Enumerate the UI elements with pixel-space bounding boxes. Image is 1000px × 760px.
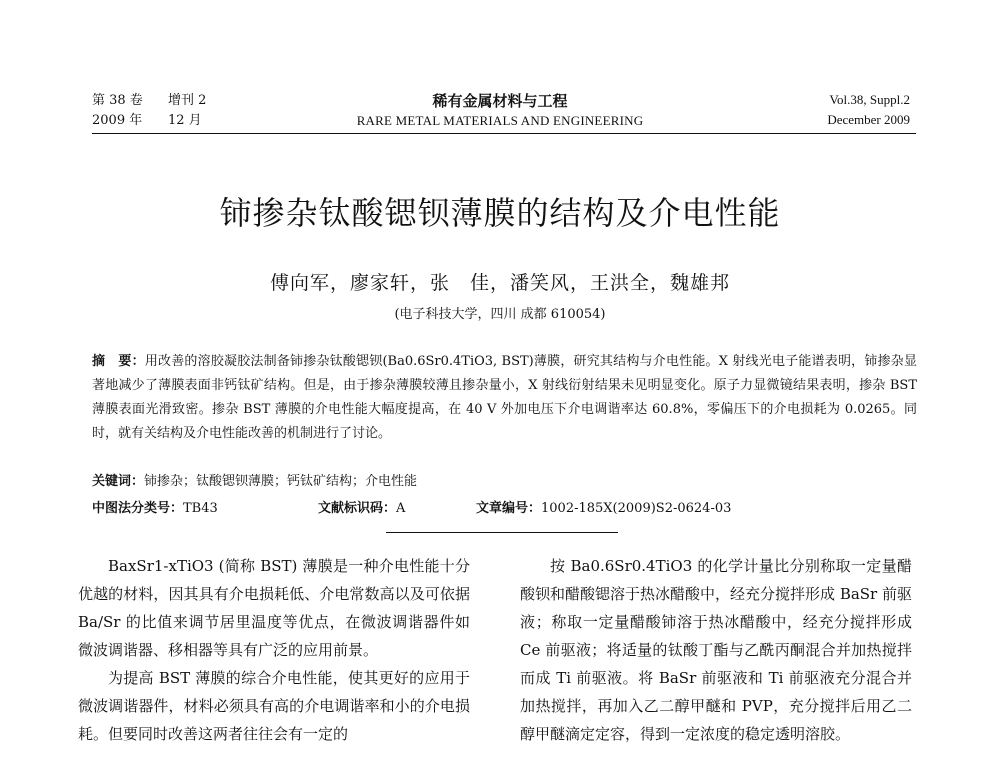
journal-title-cn: 稀有金属材料与工程 xyxy=(432,92,568,110)
section-divider xyxy=(386,532,618,533)
body-column-left xyxy=(78,552,470,748)
abstract-label: 摘 要： xyxy=(92,354,145,369)
clc-value: TB43 xyxy=(183,501,218,516)
abstract-text: 用改善的溶胶凝胶法制备铈掺杂钛酸锶钡(Ba0.6Sr0.4TiO3, BST)薄膜，研究其结构与介电性能。X 射线光电子能谱表明，铈掺杂显著地减少了薄膜表面非钙钛矿结构。但是，由于掺杂薄膜较薄且掺杂量小，X 射线衍射结果未见明显变化。原子力显微镜结果表明，掺杂 BST 薄膜表面光滑致密。掺杂 BST 薄膜的介电性能大幅度提高，在 40 V 外加电压下介电调谐率达 60.8%，零偏压下的介电损耗为 0.0265。同时，就有关结构及介电性能改善的机制进行了讨论。 xyxy=(92,354,917,441)
keywords-label: 关键词： xyxy=(92,474,145,489)
affiliation: (电子科技大学，四川 成都 610054) xyxy=(394,307,606,322)
body-paragraph: BaxSr1-xTiO3 (简称 BST) 薄膜是一种介电性能十分优越的材料，因其具有介电损耗低、介电常数高以及可依据 Ba/Sr 的比值来调节居里温度等优点，在微波调谐器件如微波调谐器、移相器等具有广泛的应用前景。 xyxy=(78,557,470,659)
abstract xyxy=(92,350,917,446)
volume-label: 第 38 卷 xyxy=(92,93,143,108)
month-label: 12 月 xyxy=(168,113,202,128)
volume-en: Vol.38, Suppl.2 xyxy=(829,92,910,107)
date-en: December 2009 xyxy=(827,112,910,127)
document-code xyxy=(318,497,405,516)
paper-title: 铈掺杂钛酸锶钡薄膜的结构及介电性能 xyxy=(219,194,781,232)
author-list: 傅向军，廖家轩，张 佳，潘笑风，王洪全，魏雄邦 xyxy=(269,272,730,294)
body-paragraph: 按 Ba0.6Sr0.4TiO3 的化学计量比分别称取一定量醋酸钡和醋酸锶溶于热冰醋酸中，经充分搅拌形成 BaSr 前驱液；称取一定量醋酸铈溶于热冰醋酸中，经充分搅拌形成 Ce 前驱液；将适量的钛酸丁酯与乙酰丙酮混合并加热搅拌而成 Ti 前驱液。将 BaSr 前驱液和 Ti 前驱液充分混合并加热搅拌，再加入乙二醇甲醚和 PVP，充分搅拌后用乙二醇甲醚滴定定容，得到一定浓度的稳定透明溶胶。 xyxy=(520,557,912,743)
article-value: 1002-185X(2009)S2-0624-03 xyxy=(541,501,732,516)
body-paragraph: 为提高 BST 薄膜的综合介电性能，使其更好的应用于微波调谐器件，材料必须具有高的介电调谐率和小的介电损耗。但要同时改善这两者往往会有一定的 xyxy=(78,669,470,743)
keywords-text: 铈掺杂；钛酸锶钡薄膜；钙钛矿结构；介电性能 xyxy=(144,474,418,489)
keywords xyxy=(92,470,417,489)
body-column-right xyxy=(520,552,912,748)
article-number xyxy=(476,497,731,516)
clc-label: 中图法分类号： xyxy=(92,501,184,516)
doc-label: 文献标识码： xyxy=(318,501,397,516)
journal-title-en: RARE METAL MATERIALS AND ENGINEERING xyxy=(356,113,644,128)
header-rule xyxy=(92,133,916,134)
clc-number xyxy=(92,497,218,516)
doc-value: A xyxy=(396,501,406,516)
year-label: 2009 年 xyxy=(92,113,143,128)
article-label: 文章编号： xyxy=(476,501,542,516)
supplement-label: 增刊 2 xyxy=(168,93,207,108)
